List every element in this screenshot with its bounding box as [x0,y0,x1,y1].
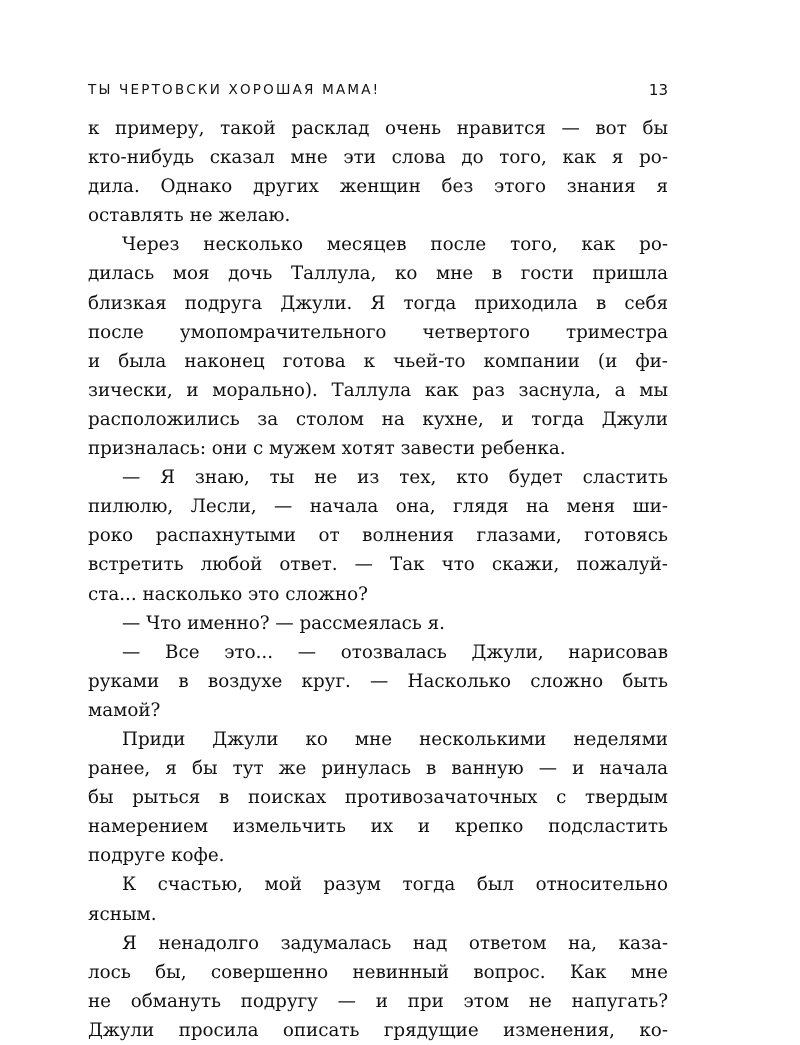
text-line: — Я знаю, ты не из тех, кто будет сластить [122,467,668,489]
text-line: Я ненадолго задумалась над ответом на, каза- [122,932,668,954]
text-line: намерением измельчить их и крепко подсластить [88,816,668,838]
text-line: близкая подруга Джули. Я тогда приходила в себя [88,292,668,314]
text-line: встретить любой ответ. — Так что скажи, пожалуй- [88,554,668,576]
text-line: оставлять не желаю. [88,205,291,227]
body-text [88,114,668,1045]
text-line: ста... насколько это сложно? [88,583,368,605]
text-line: призналась: они с мужем хотят завести ребенка. [88,438,566,460]
text-line: бы рыться в поисках противозачаточных с твердым [88,787,668,809]
text-line: не обмануть подругу — и при этом не напугать? [88,990,668,1012]
text-line: к примеру, такой расклад очень нравится — вот бы [88,118,668,139]
text-line: К счастью, мой разум тогда был относительно [122,874,668,896]
running-header [88,78,668,102]
page-number: 13 [648,81,668,99]
text-line: ранее, я бы тут же ринулась в ванную — и начала [88,758,668,780]
chapter-title: ТЫ ЧЕРТОВСКИ ХОРОШАЯ МАМА! [88,82,381,98]
text-line: пилюлю, Лесли, — начала она, глядя на меня ши- [88,496,668,518]
text-line: ясным. [88,903,157,925]
text-line: и была наконец готова к чьей-то компании (и фи- [88,350,668,372]
text-line: мамой? [88,699,161,721]
text-line: Джули просила описать грядущие изменения, ко- [88,1019,668,1041]
text-line: после умопомрачительного четвертого триместра [88,321,668,343]
text-line: Приди Джули ко мне несколькими неделями [122,728,668,750]
text-line: дила. Однако других женщин без этого знания я [88,176,668,198]
text-line: Через несколько месяцев после того, как ро- [122,234,668,256]
text-line: руками в воздухе круг. — Насколько сложно быть [88,670,668,692]
text-line: подруге кофе. [88,845,225,867]
text-line: кто-нибудь сказал мне эти слова до того, как я ро- [88,147,668,169]
text-line: дилась моя дочь Таллула, ко мне в гости пришла [88,263,668,285]
text-line: — Что именно? — рассмеялась я. [122,612,445,634]
text-line: лось бы, совершенно невинный вопрос. Как мне [88,961,668,983]
text-line: — Все это... — отозвалась Джули, нарисовав [122,641,668,663]
text-line: зически, и морально). Таллула как раз заснула, а мы [88,379,668,401]
text-line: роко распахнутыми от волнения глазами, готовясь [88,525,668,547]
text-line: расположились за столом на кухне, и тогда Джули [88,408,668,430]
